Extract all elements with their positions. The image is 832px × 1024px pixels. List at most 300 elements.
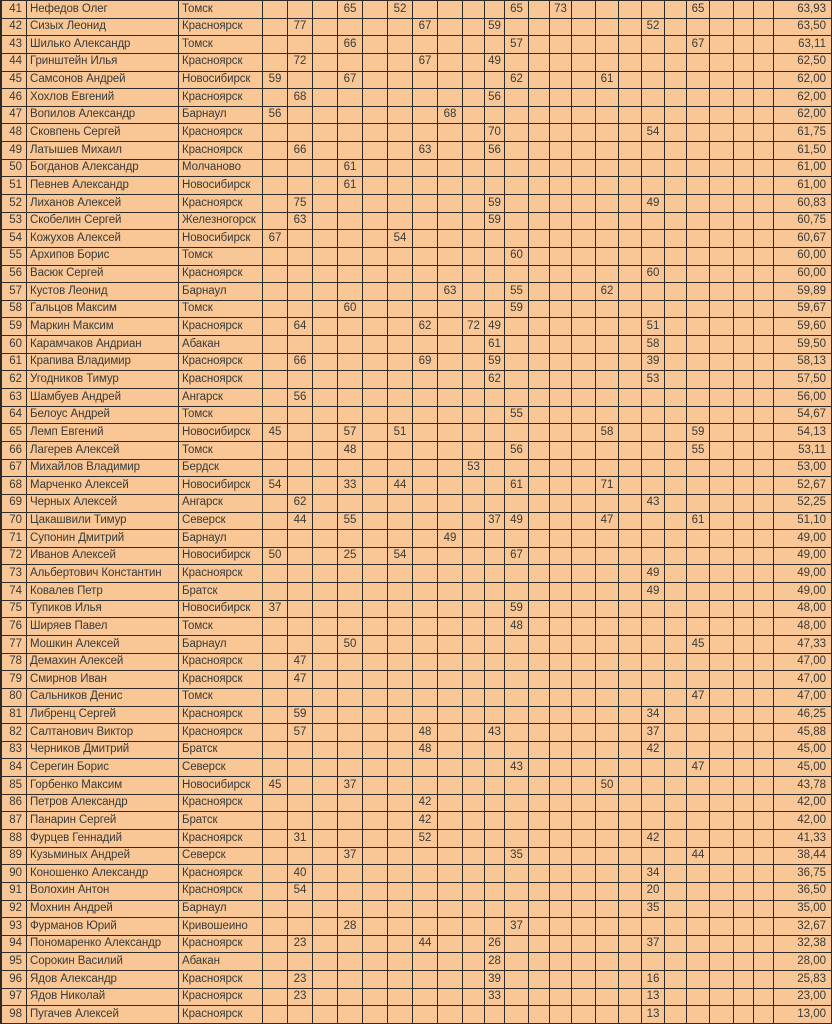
score-cell[interactable] xyxy=(734,759,754,777)
score-cell[interactable]: 43 xyxy=(642,495,665,513)
score-cell[interactable] xyxy=(754,601,774,619)
score-cell[interactable] xyxy=(550,565,572,583)
name-cell[interactable]: Нефедов Олег xyxy=(27,1,179,19)
score-cell[interactable]: 37 xyxy=(338,848,363,866)
score-cell[interactable] xyxy=(363,177,388,195)
city-cell[interactable]: Томск xyxy=(179,301,263,319)
name-cell[interactable]: Хохлов Евгений xyxy=(27,89,179,107)
score-cell[interactable]: 33 xyxy=(485,989,505,1007)
rank-cell[interactable]: 47 xyxy=(2,107,27,125)
city-cell[interactable]: Новосибирск xyxy=(179,230,263,248)
score-cell[interactable] xyxy=(710,248,734,266)
name-cell[interactable]: Либренц Сергей xyxy=(27,707,179,725)
score-cell[interactable] xyxy=(338,759,363,777)
score-cell[interactable] xyxy=(687,654,710,672)
score-cell[interactable]: 49 xyxy=(485,54,505,72)
score-cell[interactable] xyxy=(572,89,596,107)
score-cell[interactable]: 62 xyxy=(505,72,529,90)
score-cell[interactable] xyxy=(288,1,313,19)
score-cell[interactable] xyxy=(388,407,413,425)
score-cell[interactable] xyxy=(710,795,734,813)
score-cell[interactable] xyxy=(263,89,288,107)
score-cell[interactable] xyxy=(710,36,734,54)
score-cell[interactable] xyxy=(463,160,485,178)
score-cell[interactable] xyxy=(596,953,619,971)
score-cell[interactable] xyxy=(734,971,754,989)
score-cell[interactable] xyxy=(619,89,642,107)
score-cell[interactable] xyxy=(313,477,338,495)
score-cell[interactable] xyxy=(338,495,363,513)
total-cell[interactable]: 60,83 xyxy=(774,195,832,213)
score-cell[interactable] xyxy=(338,707,363,725)
score-cell[interactable] xyxy=(687,671,710,689)
score-cell[interactable] xyxy=(313,548,338,566)
score-cell[interactable] xyxy=(263,848,288,866)
score-cell[interactable] xyxy=(363,336,388,354)
score-cell[interactable] xyxy=(642,918,665,936)
score-cell[interactable] xyxy=(754,883,774,901)
score-cell[interactable] xyxy=(754,72,774,90)
score-cell[interactable] xyxy=(438,89,463,107)
name-cell[interactable]: Коношенко Александр xyxy=(27,865,179,883)
score-cell[interactable] xyxy=(288,601,313,619)
score-cell[interactable] xyxy=(438,142,463,160)
score-cell[interactable] xyxy=(734,36,754,54)
name-cell[interactable]: Маркин Максим xyxy=(27,318,179,336)
score-cell[interactable] xyxy=(596,36,619,54)
score-cell[interactable] xyxy=(642,671,665,689)
rank-cell[interactable]: 89 xyxy=(2,848,27,866)
score-cell[interactable] xyxy=(665,565,687,583)
score-cell[interactable] xyxy=(338,460,363,478)
score-cell[interactable] xyxy=(734,812,754,830)
score-cell[interactable] xyxy=(313,407,338,425)
score-cell[interactable] xyxy=(363,477,388,495)
score-cell[interactable] xyxy=(388,601,413,619)
score-cell[interactable] xyxy=(313,812,338,830)
score-cell[interactable] xyxy=(596,301,619,319)
score-cell[interactable] xyxy=(313,36,338,54)
score-cell[interactable] xyxy=(263,689,288,707)
score-cell[interactable] xyxy=(388,283,413,301)
score-cell[interactable] xyxy=(710,654,734,672)
score-cell[interactable] xyxy=(438,830,463,848)
score-cell[interactable] xyxy=(263,936,288,954)
score-cell[interactable] xyxy=(529,442,550,460)
score-cell[interactable] xyxy=(572,266,596,284)
rank-cell[interactable]: 72 xyxy=(2,548,27,566)
score-cell[interactable] xyxy=(413,901,438,919)
score-cell[interactable] xyxy=(313,107,338,125)
score-cell[interactable] xyxy=(596,848,619,866)
score-cell[interactable] xyxy=(485,107,505,125)
score-cell[interactable]: 56 xyxy=(485,142,505,160)
score-cell[interactable] xyxy=(529,795,550,813)
score-cell[interactable] xyxy=(619,989,642,1007)
name-cell[interactable]: Михайлов Владимир xyxy=(27,460,179,478)
score-cell[interactable] xyxy=(463,865,485,883)
score-cell[interactable] xyxy=(734,124,754,142)
score-cell[interactable] xyxy=(734,107,754,125)
score-cell[interactable] xyxy=(313,936,338,954)
score-cell[interactable] xyxy=(642,389,665,407)
score-cell[interactable]: 37 xyxy=(642,724,665,742)
score-cell[interactable] xyxy=(529,1006,550,1024)
score-cell[interactable]: 33 xyxy=(338,477,363,495)
score-cell[interactable] xyxy=(363,901,388,919)
score-cell[interactable] xyxy=(505,230,529,248)
score-cell[interactable]: 60 xyxy=(505,248,529,266)
score-cell[interactable]: 48 xyxy=(505,618,529,636)
score-cell[interactable] xyxy=(596,918,619,936)
rank-cell[interactable]: 78 xyxy=(2,654,27,672)
score-cell[interactable] xyxy=(338,318,363,336)
score-cell[interactable] xyxy=(596,936,619,954)
score-cell[interactable] xyxy=(596,601,619,619)
name-cell[interactable]: Фурманов Юрий xyxy=(27,918,179,936)
city-cell[interactable]: Красноярск xyxy=(179,54,263,72)
score-cell[interactable] xyxy=(710,989,734,1007)
score-cell[interactable] xyxy=(413,283,438,301)
score-cell[interactable]: 75 xyxy=(288,195,313,213)
score-cell[interactable]: 28 xyxy=(338,918,363,936)
score-cell[interactable] xyxy=(338,89,363,107)
name-cell[interactable]: Крапива Владимир xyxy=(27,354,179,372)
score-cell[interactable] xyxy=(734,266,754,284)
score-cell[interactable] xyxy=(754,124,774,142)
score-cell[interactable] xyxy=(288,918,313,936)
score-cell[interactable]: 44 xyxy=(413,936,438,954)
score-cell[interactable]: 66 xyxy=(338,36,363,54)
score-cell[interactable] xyxy=(550,424,572,442)
score-cell[interactable] xyxy=(710,283,734,301)
score-cell[interactable] xyxy=(642,618,665,636)
score-cell[interactable] xyxy=(338,107,363,125)
score-cell[interactable]: 54 xyxy=(263,477,288,495)
score-cell[interactable] xyxy=(550,671,572,689)
score-cell[interactable] xyxy=(463,583,485,601)
total-cell[interactable]: 63,93 xyxy=(774,1,832,19)
score-cell[interactable] xyxy=(550,618,572,636)
score-cell[interactable] xyxy=(665,513,687,531)
score-cell[interactable] xyxy=(338,389,363,407)
score-cell[interactable] xyxy=(596,389,619,407)
score-cell[interactable] xyxy=(388,19,413,37)
name-cell[interactable]: Певнев Александр xyxy=(27,177,179,195)
score-cell[interactable] xyxy=(313,901,338,919)
total-cell[interactable]: 48,00 xyxy=(774,618,832,636)
score-cell[interactable] xyxy=(710,124,734,142)
score-cell[interactable] xyxy=(572,848,596,866)
rank-cell[interactable]: 79 xyxy=(2,671,27,689)
score-cell[interactable] xyxy=(754,777,774,795)
score-cell[interactable]: 35 xyxy=(505,848,529,866)
score-cell[interactable] xyxy=(619,918,642,936)
total-cell[interactable]: 54,13 xyxy=(774,424,832,442)
score-cell[interactable] xyxy=(485,883,505,901)
score-cell[interactable] xyxy=(505,177,529,195)
score-cell[interactable] xyxy=(338,266,363,284)
score-cell[interactable] xyxy=(665,460,687,478)
name-cell[interactable]: Карамчаков Андриан xyxy=(27,336,179,354)
score-cell[interactable] xyxy=(263,336,288,354)
score-cell[interactable] xyxy=(734,195,754,213)
score-cell[interactable] xyxy=(619,865,642,883)
score-cell[interactable]: 43 xyxy=(485,724,505,742)
score-cell[interactable] xyxy=(338,812,363,830)
score-cell[interactable] xyxy=(734,583,754,601)
score-cell[interactable] xyxy=(572,795,596,813)
score-cell[interactable] xyxy=(463,230,485,248)
score-cell[interactable] xyxy=(463,901,485,919)
score-cell[interactable]: 65 xyxy=(687,1,710,19)
score-cell[interactable] xyxy=(687,230,710,248)
city-cell[interactable]: Новосибирск xyxy=(179,424,263,442)
score-cell[interactable] xyxy=(463,724,485,742)
score-cell[interactable] xyxy=(596,195,619,213)
score-cell[interactable]: 13 xyxy=(642,989,665,1007)
score-cell[interactable]: 67 xyxy=(413,54,438,72)
score-cell[interactable] xyxy=(263,530,288,548)
score-cell[interactable] xyxy=(505,89,529,107)
score-cell[interactable] xyxy=(619,795,642,813)
score-cell[interactable] xyxy=(529,971,550,989)
score-cell[interactable] xyxy=(505,495,529,513)
score-cell[interactable] xyxy=(438,407,463,425)
score-cell[interactable] xyxy=(642,759,665,777)
score-cell[interactable] xyxy=(619,389,642,407)
score-cell[interactable] xyxy=(263,318,288,336)
score-cell[interactable] xyxy=(596,124,619,142)
score-cell[interactable] xyxy=(338,583,363,601)
rank-cell[interactable]: 67 xyxy=(2,460,27,478)
score-cell[interactable]: 47 xyxy=(687,689,710,707)
score-cell[interactable]: 61 xyxy=(505,477,529,495)
score-cell[interactable]: 67 xyxy=(413,19,438,37)
score-cell[interactable] xyxy=(619,724,642,742)
name-cell[interactable]: Кожухов Алексей xyxy=(27,230,179,248)
score-cell[interactable] xyxy=(710,953,734,971)
score-cell[interactable] xyxy=(687,107,710,125)
score-cell[interactable]: 37 xyxy=(505,918,529,936)
score-cell[interactable] xyxy=(596,460,619,478)
score-cell[interactable] xyxy=(505,107,529,125)
score-cell[interactable] xyxy=(388,389,413,407)
score-cell[interactable] xyxy=(734,601,754,619)
score-cell[interactable] xyxy=(572,19,596,37)
score-cell[interactable] xyxy=(463,371,485,389)
score-cell[interactable] xyxy=(550,971,572,989)
score-cell[interactable] xyxy=(572,424,596,442)
score-cell[interactable] xyxy=(313,636,338,654)
score-cell[interactable] xyxy=(665,618,687,636)
score-cell[interactable] xyxy=(665,971,687,989)
score-cell[interactable] xyxy=(572,177,596,195)
city-cell[interactable]: Томск xyxy=(179,407,263,425)
name-cell[interactable]: Самсонов Андрей xyxy=(27,72,179,90)
score-cell[interactable] xyxy=(572,742,596,760)
score-cell[interactable] xyxy=(313,1006,338,1024)
score-cell[interactable] xyxy=(338,689,363,707)
city-cell[interactable]: Томск xyxy=(179,442,263,460)
score-cell[interactable] xyxy=(529,142,550,160)
score-cell[interactable]: 26 xyxy=(485,936,505,954)
score-cell[interactable] xyxy=(754,19,774,37)
total-cell[interactable]: 47,00 xyxy=(774,689,832,707)
score-cell[interactable] xyxy=(596,142,619,160)
score-cell[interactable] xyxy=(505,371,529,389)
score-cell[interactable] xyxy=(687,495,710,513)
score-cell[interactable] xyxy=(388,124,413,142)
score-cell[interactable] xyxy=(665,213,687,231)
rank-cell[interactable]: 95 xyxy=(2,953,27,971)
score-cell[interactable] xyxy=(463,301,485,319)
score-cell[interactable] xyxy=(313,89,338,107)
score-cell[interactable] xyxy=(710,107,734,125)
score-cell[interactable] xyxy=(529,301,550,319)
score-cell[interactable] xyxy=(288,742,313,760)
score-cell[interactable] xyxy=(550,36,572,54)
score-cell[interactable] xyxy=(754,318,774,336)
score-cell[interactable] xyxy=(754,918,774,936)
score-cell[interactable] xyxy=(485,759,505,777)
score-cell[interactable] xyxy=(485,72,505,90)
score-cell[interactable] xyxy=(363,848,388,866)
score-cell[interactable] xyxy=(338,1006,363,1024)
rank-cell[interactable]: 41 xyxy=(2,1,27,19)
score-cell[interactable] xyxy=(263,371,288,389)
score-cell[interactable] xyxy=(734,918,754,936)
score-cell[interactable] xyxy=(665,1006,687,1024)
score-cell[interactable] xyxy=(413,689,438,707)
score-cell[interactable] xyxy=(338,883,363,901)
score-cell[interactable] xyxy=(288,107,313,125)
score-cell[interactable] xyxy=(734,495,754,513)
score-cell[interactable] xyxy=(363,812,388,830)
score-cell[interactable] xyxy=(665,424,687,442)
score-cell[interactable]: 52 xyxy=(388,1,413,19)
score-cell[interactable] xyxy=(642,1,665,19)
score-cell[interactable] xyxy=(642,283,665,301)
score-cell[interactable] xyxy=(338,530,363,548)
score-cell[interactable] xyxy=(438,565,463,583)
score-cell[interactable] xyxy=(529,618,550,636)
score-cell[interactable] xyxy=(734,19,754,37)
total-cell[interactable]: 61,75 xyxy=(774,124,832,142)
score-cell[interactable] xyxy=(665,530,687,548)
score-cell[interactable] xyxy=(463,848,485,866)
score-cell[interactable]: 47 xyxy=(288,654,313,672)
score-cell[interactable] xyxy=(388,89,413,107)
score-cell[interactable] xyxy=(313,848,338,866)
score-cell[interactable] xyxy=(505,971,529,989)
name-cell[interactable]: Васюк Сергей xyxy=(27,266,179,284)
name-cell[interactable]: Кустов Леонид xyxy=(27,283,179,301)
rank-cell[interactable]: 56 xyxy=(2,266,27,284)
score-cell[interactable] xyxy=(596,107,619,125)
city-cell[interactable]: Красноярск xyxy=(179,266,263,284)
score-cell[interactable] xyxy=(550,636,572,654)
score-cell[interactable] xyxy=(665,19,687,37)
rank-cell[interactable]: 63 xyxy=(2,389,27,407)
score-cell[interactable] xyxy=(572,107,596,125)
score-cell[interactable] xyxy=(710,160,734,178)
score-cell[interactable] xyxy=(572,54,596,72)
score-cell[interactable] xyxy=(734,883,754,901)
score-cell[interactable] xyxy=(596,213,619,231)
score-cell[interactable] xyxy=(505,636,529,654)
score-cell[interactable] xyxy=(642,477,665,495)
score-cell[interactable] xyxy=(263,830,288,848)
score-cell[interactable] xyxy=(263,565,288,583)
score-cell[interactable] xyxy=(754,1006,774,1024)
score-cell[interactable] xyxy=(313,266,338,284)
score-cell[interactable] xyxy=(288,72,313,90)
score-cell[interactable] xyxy=(529,759,550,777)
score-cell[interactable] xyxy=(665,724,687,742)
score-cell[interactable] xyxy=(619,1006,642,1024)
score-cell[interactable] xyxy=(438,354,463,372)
score-cell[interactable] xyxy=(734,318,754,336)
score-cell[interactable] xyxy=(550,389,572,407)
score-cell[interactable] xyxy=(550,371,572,389)
score-cell[interactable] xyxy=(619,371,642,389)
score-cell[interactable] xyxy=(338,618,363,636)
score-cell[interactable] xyxy=(438,213,463,231)
score-cell[interactable] xyxy=(754,354,774,372)
score-cell[interactable] xyxy=(388,142,413,160)
score-cell[interactable]: 54 xyxy=(388,230,413,248)
score-cell[interactable] xyxy=(485,795,505,813)
score-cell[interactable] xyxy=(687,583,710,601)
name-cell[interactable]: Шамбуев Андрей xyxy=(27,389,179,407)
score-cell[interactable] xyxy=(734,671,754,689)
city-cell[interactable]: Красноярск xyxy=(179,354,263,372)
score-cell[interactable] xyxy=(529,371,550,389)
score-cell[interactable] xyxy=(338,671,363,689)
score-cell[interactable] xyxy=(687,707,710,725)
city-cell[interactable]: Железногорск xyxy=(179,213,263,231)
score-cell[interactable] xyxy=(665,777,687,795)
score-cell[interactable] xyxy=(263,865,288,883)
score-cell[interactable] xyxy=(754,442,774,460)
score-cell[interactable] xyxy=(687,371,710,389)
rank-cell[interactable]: 98 xyxy=(2,1006,27,1024)
score-cell[interactable] xyxy=(529,548,550,566)
score-cell[interactable] xyxy=(619,442,642,460)
score-cell[interactable] xyxy=(596,248,619,266)
score-cell[interactable] xyxy=(263,759,288,777)
score-cell[interactable] xyxy=(288,777,313,795)
score-cell[interactable] xyxy=(263,36,288,54)
score-cell[interactable] xyxy=(485,865,505,883)
score-cell[interactable]: 28 xyxy=(485,953,505,971)
rank-cell[interactable]: 77 xyxy=(2,636,27,654)
total-cell[interactable]: 59,67 xyxy=(774,301,832,319)
score-cell[interactable]: 48 xyxy=(338,442,363,460)
score-cell[interactable] xyxy=(642,848,665,866)
total-cell[interactable]: 35,00 xyxy=(774,901,832,919)
total-cell[interactable]: 60,00 xyxy=(774,266,832,284)
score-cell[interactable] xyxy=(363,318,388,336)
score-cell[interactable] xyxy=(313,336,338,354)
score-cell[interactable] xyxy=(313,460,338,478)
score-cell[interactable] xyxy=(505,795,529,813)
score-cell[interactable] xyxy=(572,318,596,336)
score-cell[interactable] xyxy=(505,389,529,407)
score-cell[interactable] xyxy=(485,901,505,919)
city-cell[interactable]: Томск xyxy=(179,36,263,54)
